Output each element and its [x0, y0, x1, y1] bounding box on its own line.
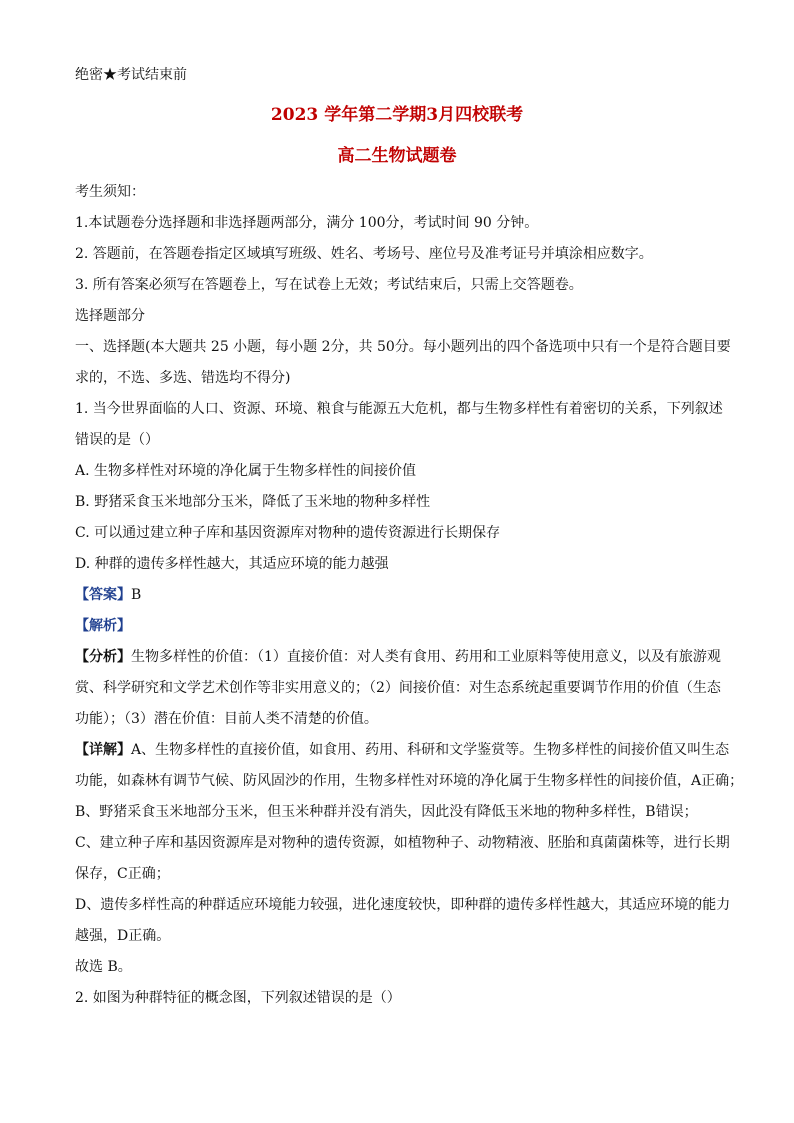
question1-option-d: D. 种群的遗传多样性越大，其适应环境的能力越强: [75, 556, 389, 572]
question1-stem-line2: 错误的是（）: [75, 432, 159, 448]
xiangjie-line3: B、野猪采食玉米地部分玉米，但玉米种群并没有消失，因此没有降低玉米地的物种多样性，B错误；: [75, 804, 698, 820]
question1-option-c: C. 可以通过建立种子库和基因资源库对物种的遗传资源进行长期保存: [75, 525, 501, 541]
exam-title-text: 学年第二学期3月四校联考: [324, 105, 524, 125]
notice-item-2: 2. 答题前，在答题卷指定区域填写班级、姓名、考场号、座位号及准考证号并填涂相应数字。: [75, 246, 653, 262]
fenxi-line1: [75, 648, 721, 666]
secret-label: 绝密★考试结束前: [75, 67, 187, 83]
xiangjie-line5: 保存，C正确；: [75, 866, 170, 882]
fenxi-line3: 功能）；（3）潜在价值：目前人类不清楚的价值。: [75, 711, 378, 727]
notice-item-3: 3. 所有答案必须写在答题卷上，写在试卷上无效；考试结束后，只需上交答题卷。: [75, 277, 583, 293]
notice-item-1: 1.本试题卷分选择题和非选择题两部分，满分 100分，考试时间 90 分钟。: [75, 215, 539, 231]
fenxi-line2: 赏、科学研究和文学艺术创作等非实用意义的；（2）间接价值：对生态系统起重要调节作用的价值（生态: [75, 680, 721, 696]
section-instruction-line2: 求的，不选、多选、错选均不得分): [75, 370, 291, 386]
question1-stem-line1: 1. 当今世界面临的人口、资源、环境、粮食与能源五大危机，都与生物多样性有着密切的关系，下列叙述: [75, 401, 723, 417]
question1-answer: [75, 586, 141, 604]
xiangjie-text1: A、生物多样性的直接价值，如食用、药用、科研和文学鉴赏等。生物多样性的间接价值又叫生态: [131, 742, 730, 758]
question2-stem: 2. 如图为种群特征的概念图，下列叙述错误的是（）: [75, 990, 401, 1006]
fenxi-text1: 生物多样性的价值：（1）直接价值：对人类有食用、药用和工业原料等使用意义，以及有旅游观: [131, 649, 721, 665]
part-label: 选择题部分: [75, 308, 145, 324]
xiangjie-line2: 功能，如森林有调节气候、防风固沙的作用，生物多样性对环境的净化属于生物多样性的间接价值，A正确；: [75, 773, 744, 789]
xiangjie-line7: 越强，D正确。: [75, 928, 171, 944]
analysis-tag: [75, 617, 131, 635]
analysis-tag-text: 【解析】: [75, 618, 131, 634]
section-instruction-line1: 一、选择题(本大题共 25 小题，每小题 2分，共 50分。每小题列出的四个备选项中只有一个是符合题目要: [75, 339, 731, 355]
answer-value: B: [131, 587, 142, 603]
exam-subtitle: 高二生物试题卷: [337, 146, 457, 166]
question1-option-b: B. 野猪采食玉米地部分玉米，降低了玉米地的物种多样性: [75, 494, 431, 510]
xiangjie-line4: C、建立种子库和基因资源库是对物种的遗传资源，如植物种子、动物精液、胚胎和真菌菌株等，进行长期: [75, 835, 730, 851]
notice-heading: 考生须知：: [75, 184, 145, 200]
conclusion: 故选 B。: [75, 959, 132, 975]
xiangjie-line6: D、遗传多样性高的种群适应环境能力较强，进化速度较快，即种群的遗传多样性越大，其适应环境的能力: [75, 897, 731, 913]
exam-title-year: 2023: [270, 105, 319, 125]
answer-tag: 【答案】: [75, 587, 131, 603]
fenxi-tag: 【分析】: [75, 649, 131, 665]
exam-title: [0, 104, 794, 126]
xiangjie-tag: 【详解】: [75, 742, 131, 758]
question1-option-a: A. 生物多样性对环境的净化属于生物多样性的间接价值: [75, 463, 417, 479]
xiangjie-line1: [75, 741, 729, 759]
